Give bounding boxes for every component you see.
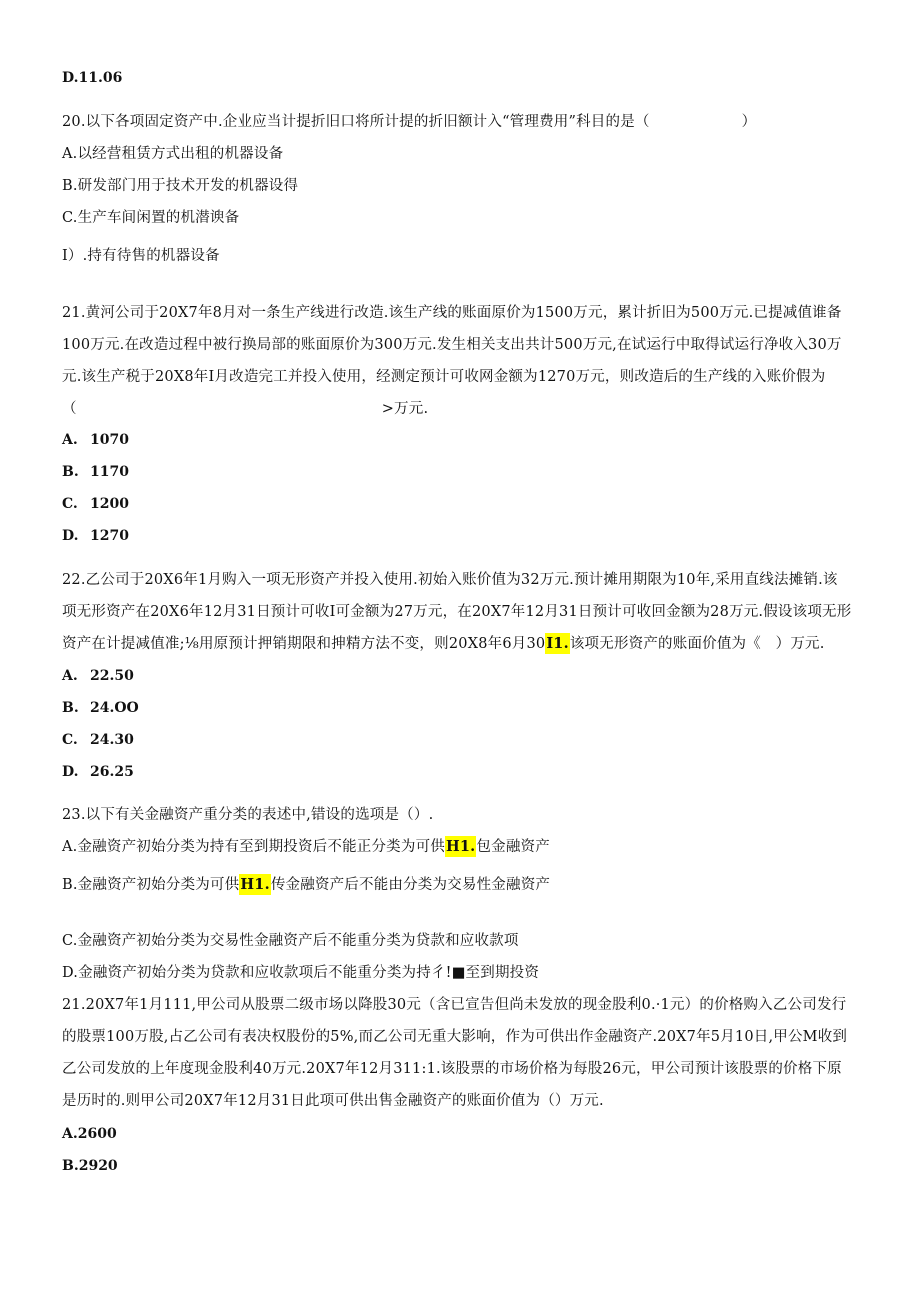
q22-stem-line-1: 22.乙公司于20X6年1月购入一项无形资产并投入使用.初始入账价值为32万元.预计摊用期限为10年,采用直线法摊销.该: [62, 572, 838, 588]
q22-option-a-value: 22.50: [90, 668, 134, 684]
q22-option-b-value: 24.OO: [90, 700, 139, 716]
q23-option-a-highlight: H1.: [445, 838, 476, 855]
q23-option-c: C.金融资产初始分类为交易性金融资产后不能重分类为贷款和应收款项: [62, 933, 519, 949]
q22-highlight: I1.: [546, 635, 569, 652]
q21-option-b-label: B.: [62, 464, 79, 480]
q21-option-b: [62, 462, 129, 482]
q22-option-c: [62, 730, 134, 750]
q21-option-b-value: 1170: [90, 464, 129, 480]
q21-option-c: [62, 494, 129, 514]
q21-open-paren: （: [62, 401, 77, 417]
q22-option-b: [62, 698, 139, 718]
q22-line-3-text-b: 该项无形资产的账面价值为《 ）万元.: [569, 636, 825, 652]
q21-option-d-label: D.: [62, 528, 79, 544]
q20-stem: [62, 112, 880, 132]
q22-option-a-label: A.: [62, 668, 78, 684]
q22-option-d-value: 26.25: [90, 764, 134, 780]
q20-option-d: I）.持有待售的机器设备: [62, 248, 220, 264]
q24-stem-line-4: 是历时的.则甲公司20X7年12月31日此项可供出售金融资产的账面价值为（）万元.: [62, 1093, 604, 1109]
q24-option-b: B.2920: [62, 1158, 118, 1174]
q21-option-c-value: 1200: [90, 496, 129, 512]
q22-option-c-label: C.: [62, 732, 78, 748]
q22-option-d: [62, 762, 134, 782]
q23-stem: 23.以下有关金融资产重分类的表述中,错设的选项是（）.: [62, 807, 434, 823]
q24-stem-line-3: 乙公司发放的上年度现金股利40万元.20X7年12月311:1.该股票的市场价格为每股26元，甲公司预计该股票的价格下原: [62, 1061, 842, 1077]
q20-stem-close: ）: [741, 114, 757, 130]
q21-stem-line-2: 100万元.在改造过程中被行换局部的账面原价为300万元.发生相关支出共计500万元,在试运行中取得试运行净收入30万: [62, 337, 842, 353]
q21-stem-line-3: 元.该生产税于20X8年I月改造完工并投入使用，经测定预计可收网金额为1270万元，则改造后的生产线的入账价假为: [62, 369, 826, 385]
q21-option-a-value: 1070: [90, 432, 129, 448]
q23-option-b-highlight: H1.: [240, 876, 270, 893]
q24-option-a: A.2600: [62, 1126, 117, 1142]
q21-unit: >万元.: [381, 401, 429, 417]
q23-option-b-text-2: 传金融资产后不能由分类为交易性金融资产: [270, 877, 551, 893]
q23-option-a: [62, 837, 880, 857]
q24-stem-line-1: 21.20X7年1月111,甲公司从股票二级市场以降股30元（含已宣告但尚未发放的现金股利0.·1元）的价格购入乙公司发行: [62, 997, 847, 1013]
q23-option-a-text-2: 包金融资产: [476, 839, 550, 855]
q20-stem-text: 20.以下各项固定资产中.企业应当计提折旧口将所计提的折旧额计入“管理费用”科目的是（: [62, 114, 650, 130]
q21-stem-line-1: 21.黄河公司于20X7年8月对一条生产线进行改造.该生产线的账面原价为1500万元，累计折旧为500万元.已提减值谁备: [62, 305, 842, 321]
q21-option-c-label: C.: [62, 496, 78, 512]
q23-option-d: D.金融资产初始分类为贷款和应收款项后不能重分类为持彳!■至到期投资: [62, 965, 540, 981]
q21-option-d-value: 1270: [90, 528, 129, 544]
q23-option-b: [62, 875, 880, 895]
q20-option-a: A.以经营租赁方式出租的机器设备: [62, 146, 284, 162]
q22-line-3-text-a: 资产在计提减值准;⅛用原预计押销期限和抻精方法不变，则20X8年6月30: [62, 636, 546, 652]
q20-option-b: B.研发部门用于技术开发的机器设得: [62, 178, 299, 194]
q22-stem-line-2: 项无形资产在20X6年12月31日预计可收I可金额为27万元，在20X7年12月31日预计可收回金额为28万元.假设该项无形: [62, 604, 852, 620]
q21-option-d: [62, 526, 129, 546]
q22-option-d-label: D.: [62, 764, 79, 780]
q22-option-a: [62, 666, 134, 686]
q19-option-d: D.11.06: [62, 70, 123, 86]
q23-option-b-text-1: B.金融资产初始分类为可供: [62, 877, 240, 893]
q21-stem-tail: [62, 399, 880, 419]
q22-stem-line-3: [62, 634, 880, 654]
q23-option-a-text-1: A.金融资产初始分类为持有至到期投资后不能正分类为可供: [62, 839, 445, 855]
q22-option-c-value: 24.30: [90, 732, 134, 748]
q20-option-c: C.生产车间闲置的机潜谀备: [62, 210, 240, 226]
q21-option-a: [62, 430, 129, 450]
q24-stem-line-2: 的股票100万股,占乙公司有表决权股份的5%,而乙公司无重大影响，作为可供出作金融资产.20X7年5月10日,甲公M收到: [62, 1029, 848, 1045]
q21-option-a-label: A.: [62, 432, 78, 448]
q22-option-b-label: B.: [62, 700, 79, 716]
